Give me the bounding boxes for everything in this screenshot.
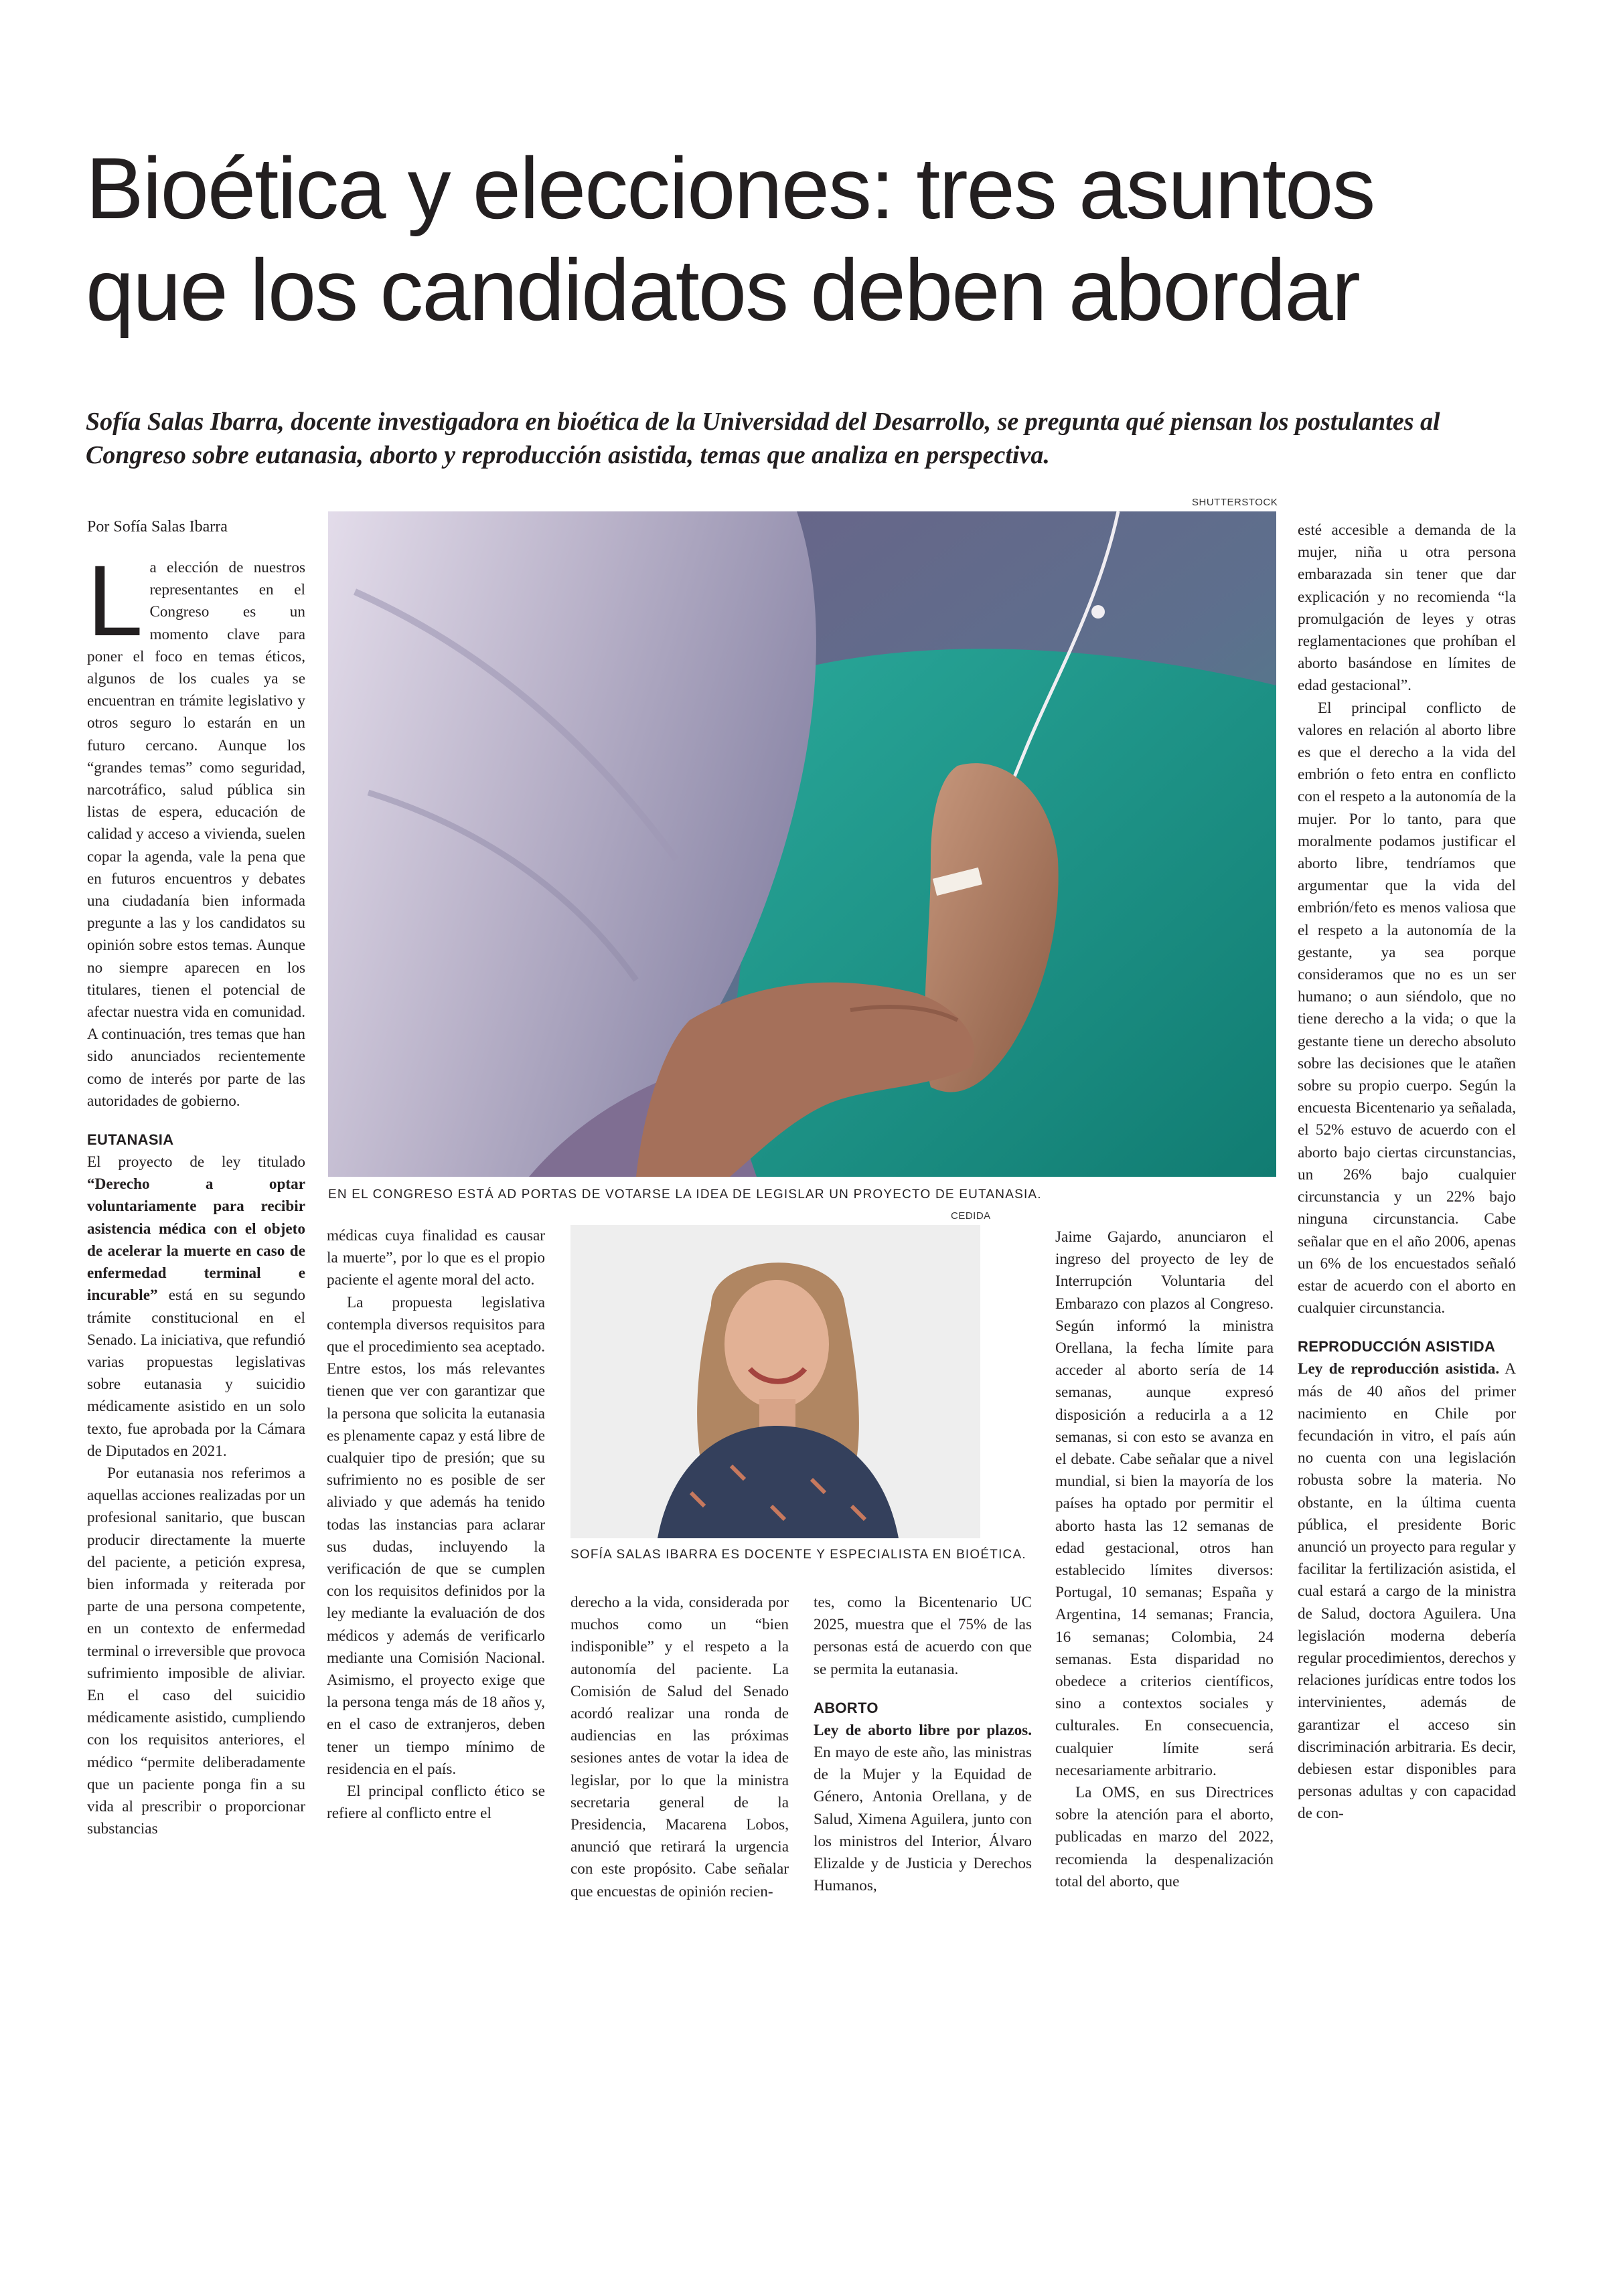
eutanasia-paragraph (87, 1151, 305, 1463)
aborto-paragraph (814, 1720, 1032, 1898)
text-run: En mayo de este año, las ministras de la Mujer y la Equidad de Género, Antonia Orellana, y de Salud, Ximena Aguilera, junto con los ministros del Interior, Álvaro Elizalde y de Justicia y Derechos Humanos, (814, 1744, 1032, 1895)
text-run: A más de 40 años del primer nacimiento en Chile por fecundación in vitro, el país aún no cuenta con una legislación robusta sobre la materia. No obstante, en la última cuenta pública, el presidente Boric anunció un proyecto para regular y facilitar la fertilización asistida, el cual estará a cargo de la ministra de Salud, doctora Aguilera. Una legislación moderna debería regular procedimientos, derechos y relaciones jurídicas entre todos los intervinientes, además de garantizar el acceso sin discriminación arbitraria. Es decir, debiesen estar disponibles para personas adultas y con capacidad de con- (1298, 1360, 1516, 1823)
text-run: El proyecto de ley titulado (87, 1153, 305, 1171)
headline (86, 137, 1545, 341)
hero-photo (328, 511, 1276, 1177)
text-run: está en su segundo trámite constitucional en el Senado. La iniciativa, que refundió varias propuestas legislativas sobre eutanasia y suicidio médicamente asistido en un solo texto, fue aprobada por la Cámara de Diputados en 2021. (87, 1287, 305, 1460)
section-reproduccion: REPRODUCCIÓN ASISTIDA (1298, 1338, 1496, 1356)
col6-paragraph-2: El principal conflicto de valores en relación al aborto libre es que el derecho a la vida del embrión o feto entra en conflicto con el respeto a la autonomía de la mujer. Por lo tanto, para que moralmente podamos justificar el aborto libre, tendríamos que argumentar que la vida del embrión/feto es menos valiosa que el respeto a la autonomía de la gestante, ya sea porque consideramos que no es un ser humano; o aun siéndolo, que no tiene derecho a la vida; o que la gestante tiene un derecho absoluto sobre las decisiones que le atañen sobre su propio cuerpo. Según la encuesta Bicentenario ya señalada, el 52% estuvo de acuerdo con el aborto bajo ciertas circunstancias, un 26% bajo cualquier circunstancia y un 22% bajo ninguna circunstancia. Cabe señalar que en el año 2006, apenas un 6% de los encuestados señaló estar de acuerdo con el aborto en cualquier circunstancia. (1298, 699, 1516, 1317)
column-1 (87, 544, 305, 1840)
hero-photo-credit: SHUTTERSTOCK (1192, 497, 1278, 508)
col3-paragraph-1: derecho a la vida, considerada por muchos como un “bien indisponible” y el respeto a la autonomía del paciente. La Comisión de Salud del Senado acordó realizar una ronda de audiencias en las próximas sesiones antes de votar la idea de legislar, por lo que la ministra secretaria general de la Presidencia, Macarena Lobos, anunció que retirará la urgencia con este propósito. Cabe señalar que encuestas de opinión recien- (570, 1594, 789, 1900)
col2-paragraph-1: médicas cuya finalidad es causar la muerte”, por lo que es el propio paciente el agente moral del acto. (327, 1227, 545, 1289)
column-2 (327, 1225, 545, 1825)
portrait-credit: CEDIDA (951, 1210, 991, 1222)
headline-line-2: que los candidatos deben abordar (86, 241, 1359, 339)
col2-paragraph-3: El principal conflicto ético se refiere al conflicto entre el (327, 1783, 545, 1823)
col4-paragraph-1: tes, como la Bicentenario UC 2025, muestra que el 75% de las personas está de acuerdo con que se permita la eutanasia. (814, 1594, 1032, 1678)
section-aborto: ABORTO (814, 1699, 878, 1716)
section-eutanasia: EUTANASIA (87, 1131, 174, 1149)
col2-paragraph-2: La propuesta legislativa contempla diversos requisitos para que el procedimiento sea aceptado. Entre estos, los más relevantes tienen que ver con garantizar que la persona que solicita la eutanasia es plenamente capaz y está libre de cualquier tipo de presión; que su sufrimiento no es posible de ser aliviado y que además ha tenido todas las instancias para aclarar sus dudas, incluyendo la verificación de que se cumplen con los requisitos definidos por la ley mediante la evaluación de dos médicos y además de verificarlo mediante una Comisión Nacional. Asimismo, el proyecto exige que la persona tenga más de 18 años y, en el caso de extranjeros, deben tener un tiempo mínimo de residencia en el país. (327, 1293, 545, 1778)
column-5 (1055, 1226, 1274, 1893)
hero-photo-caption: EN EL CONGRESO ESTÁ AD PORTAS DE VOTARSE LA IDEA DE LEGISLAR UN PROYECTO DE EUTANASIA. (328, 1187, 1042, 1202)
portrait-caption: SOFÍA SALAS IBARRA ES DOCENTE Y ESPECIALISTA EN BIOÉTICA. (570, 1548, 1026, 1562)
byline: Por Sofía Salas Ibarra (87, 518, 228, 536)
portrait-photo (570, 1225, 980, 1538)
deck: Sofía Salas Ibarra, docente investigadora en bioética de la Universidad del Desarrollo, se pregunta qué piensan los postulantes al Congreso sobre eutanasia, aborto y reproducción asistida, temas que analiza en perspectiva. (86, 408, 1440, 469)
hero-photo-illustration (328, 511, 1276, 1177)
law-title: Ley de aborto libre por plazos. (814, 1721, 1032, 1739)
col5-paragraph-2: La OMS, en sus Directrices sobre la atención para el aborto, publicadas en marzo del 2022, recomienda la despenalización total del aborto, que (1055, 1784, 1274, 1890)
dropcap: L (87, 544, 143, 657)
intro-paragraph: a elección de nuestros representantes en el Congreso es un momento clave para poner el foco en temas éticos, algunos de los cuales ya se encuentran en trámite legislativo y otros seguro lo estarán en un futuro cercano. Aunque los “grandes temas” como seguridad, narcotráfico, salud pública sin listas de espera, educación de calidad y acceso a vivienda, suelen copar la agenda, vale la pena que en futuros encuentros y debates una ciudadanía bien informada pregunte a las y los candidatos su opinión sobre estos temas. Aunque no siempre aparecen en los titulares, tienen el potencial de afectar nuestra vida en comunidad. A continuación, tres temas que han sido anunciados recientemente como de interés por parte de las autoridades de gobierno. (87, 559, 305, 1110)
column-6 (1298, 519, 1516, 1825)
column-4 (814, 1592, 1032, 1897)
eutanasia-definition: Por eutanasia nos referimos a aquellas acciones realizadas por un profesional sanitario, que buscan producir directamente la muerte del paciente, a petición expresa, bien informada y reiterada por parte de una persona competente, en un contexto de enfermedad terminal o irreversible que provoca sufrimiento imposible de aliviar. En el caso del suicidio médicamente asistido, cumpliendo con los requisitos anteriores, el médico “permite deliberadamente que un paciente ponga fin a su vida al prescribir o proporcionar substancias (87, 1464, 305, 1838)
reproduccion-paragraph (1298, 1358, 1516, 1825)
col5-paragraph-1: Jaime Gajardo, anunciaron el ingreso del proyecto de ley de Interrupción Voluntaria del Embarazo con plazos al Congreso. Según informó la ministra Orellana, la fecha límite para acceder al aborto sería de 14 semanas, aunque expresó disposición a reducirla a a 12 semanas, si con esto se avanza en el debate. Cabe señalar que a nivel mundial, si bien la mayoría de los países ha optado por permitir el aborto hasta las 12 semanas de edad gestacional, otros han establecido límites diversos: Portugal, 10 semanas; España y Argentina, 14 semanas; Francia, 16 semanas; Colombia, 24 semanas. Esta disparidad no obedece a criterios científicos, sino a contextos sociales y culturales. En consecuencia, cualquier límite será necesariamente arbitrario. (1055, 1228, 1274, 1779)
column-3 (570, 1592, 789, 1903)
law-title: Ley de reproducción asistida. (1298, 1360, 1500, 1378)
headline-line-1: Bioética y elecciones: tres asuntos (86, 139, 1375, 237)
law-title: “Derecho a optar voluntariamente para recibir asistencia médica con el objeto de acelerar la muerte en caso de enfermedad terminal e incurable” (87, 1175, 305, 1305)
col6-paragraph-1: esté accesible a demanda de la mujer, niña u otra persona embarazada sin tener que dar explicación y no recomienda “la promulgación de leyes y otras reglamentaciones que prohíban el aborto basándose en límites de edad gestacional”. (1298, 521, 1516, 695)
portrait-illustration (570, 1225, 980, 1538)
